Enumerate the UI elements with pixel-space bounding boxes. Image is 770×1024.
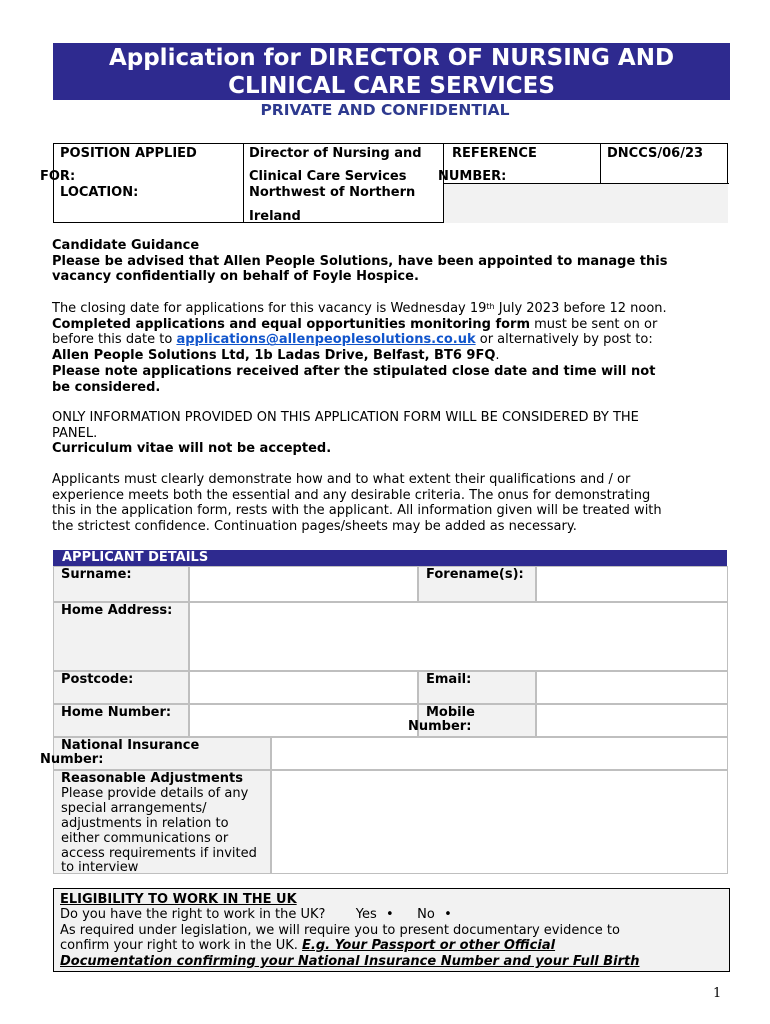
ni-input[interactable]: [271, 737, 728, 770]
only-info-line-1: ONLY INFORMATION PROVIDED ON THIS APPLICATION FORM WILL BE CONSIDERED BY THE: [52, 410, 639, 425]
location-value-1: Northwest of Northern: [249, 185, 416, 200]
position-applied-label-1: POSITION APPLIED: [60, 146, 197, 161]
forenames-label: Forename(s):: [426, 567, 524, 582]
position-value-2: Clinical Care Services: [249, 169, 407, 184]
cv-notice: Curriculum vitae will not be accepted.: [52, 441, 332, 457]
mobile-label-1: Mobile: [426, 705, 475, 720]
position-table: [40, 143, 728, 224]
closing-date-line: The closing date for applications for this vacancy is Wednesday 19th July 2023 before 12 noon.: [52, 301, 667, 316]
reference-label-1: REFERENCE: [452, 146, 537, 161]
late-line-2: be considered.: [52, 379, 161, 395]
guidance-line-1: Please be advised that Allen People Solutions, have been appointed to manage this: [52, 253, 668, 269]
demo-line-2: experience meets both the essential and any desirable criteria. The onus for demonstrating: [52, 487, 651, 503]
email-input[interactable]: [536, 671, 728, 704]
only-info-line-2: PANEL.: [52, 425, 98, 441]
ra-line-5: access requirements if invited: [61, 846, 257, 861]
location-label: LOCATION:: [60, 185, 139, 200]
guidance-heading: Candidate Guidance: [52, 238, 200, 253]
home-number-input[interactable]: [189, 704, 418, 737]
yes-option-label: Yes: [355, 907, 377, 922]
ni-label-2: Number:: [40, 752, 104, 767]
ra-line-1: Please provide details of any: [61, 786, 249, 801]
page-title-line-1: Application for DIRECTOR OF NURSING AND: [108, 45, 675, 71]
applicant-details-header: APPLICANT DETAILS: [53, 550, 727, 566]
only-info-paragraph: [52, 410, 729, 457]
position-applied-label-2: FOR:: [40, 169, 76, 184]
eligibility-box: [53, 888, 730, 972]
ra-line-6: to interview: [61, 860, 139, 875]
ra-line-3: adjustments in relation to: [61, 816, 229, 831]
completed-line: Completed applications and equal opportunities monitoring form must be sent on or: [52, 316, 658, 332]
eligibility-heading: ELIGIBILITY TO WORK IN THE UK: [60, 892, 297, 907]
candidate-guidance: [52, 238, 729, 285]
page-number: 1: [713, 986, 722, 1001]
guidance-line-2: vacancy confidentially on behalf of Foyle Hospice.: [52, 269, 419, 285]
no-option-label: No: [417, 907, 435, 922]
position-value-1: Director of Nursing and: [249, 146, 422, 161]
reference-shade: [444, 183, 728, 223]
home-number-label: Home Number:: [61, 705, 172, 720]
closing-date-paragraph: [52, 301, 729, 395]
home-address-label: Home Address:: [61, 603, 173, 618]
ni-label-1: National Insurance: [61, 738, 200, 753]
email-label: Email:: [426, 672, 472, 687]
surname-input[interactable]: [189, 566, 418, 602]
postcode-label: Postcode:: [61, 672, 134, 687]
ra-line-4: either communications or: [61, 831, 229, 846]
address-line: Allen People Solutions Ltd, 1b Ladas Drive, Belfast, BT6 9FQ.: [52, 348, 500, 364]
right-to-work-question: Do you have the right to work in the UK? Yes • No •: [60, 907, 457, 923]
reference-label-2: NUMBER:: [438, 169, 507, 184]
reference-value: DNCCS/06/23: [607, 146, 704, 161]
home-address-input[interactable]: [189, 602, 728, 671]
forenames-input[interactable]: [536, 566, 728, 602]
surname-label: Surname:: [61, 567, 132, 582]
demo-line-3: this in the application form, rests with the applicant. All information given will be treated with: [52, 503, 662, 519]
demonstrate-paragraph: [52, 472, 729, 535]
yes-option-bullet[interactable]: •: [386, 907, 394, 922]
legal-line-3: Documentation confirming your National Insurance Number and your Full Birth: [60, 954, 640, 969]
demo-line-1: Applicants must clearly demonstrate how and to what extent their qualifications and / or: [52, 472, 631, 487]
demo-line-4: the strictest confidence. Continuation pages/sheets may be added as necessary.: [52, 519, 577, 535]
title-banner: [53, 43, 730, 100]
late-line-1: Please note applications received after the stipulated close date and time will not: [52, 363, 656, 379]
email-line: before this date to applications@allenpeoplesolutions.co.uk or alternatively by post to:: [52, 332, 653, 348]
no-option-bullet[interactable]: •: [444, 907, 452, 922]
page-title-line-2: CLINICAL CARE SERVICES: [228, 73, 555, 99]
mobile-input[interactable]: [536, 704, 728, 737]
legal-line-1: As required under legislation, we will require you to present documentary evidence to: [60, 923, 620, 938]
ra-line-2: special arrangements/: [61, 801, 207, 816]
subtitle: PRIVATE AND CONFIDENTIAL: [260, 101, 510, 119]
mobile-label-2: Number:: [408, 719, 472, 734]
ra-input[interactable]: [271, 770, 728, 874]
location-value-2: Ireland: [249, 209, 301, 224]
legal-line-2: confirm your right to work in the UK. E.g. Your Passport or other Official: [60, 938, 556, 953]
ra-title: Reasonable Adjustments: [61, 771, 243, 786]
email-link[interactable]: applications@allenpeoplesolutions.co.uk: [176, 332, 476, 348]
postcode-input[interactable]: [189, 671, 418, 704]
